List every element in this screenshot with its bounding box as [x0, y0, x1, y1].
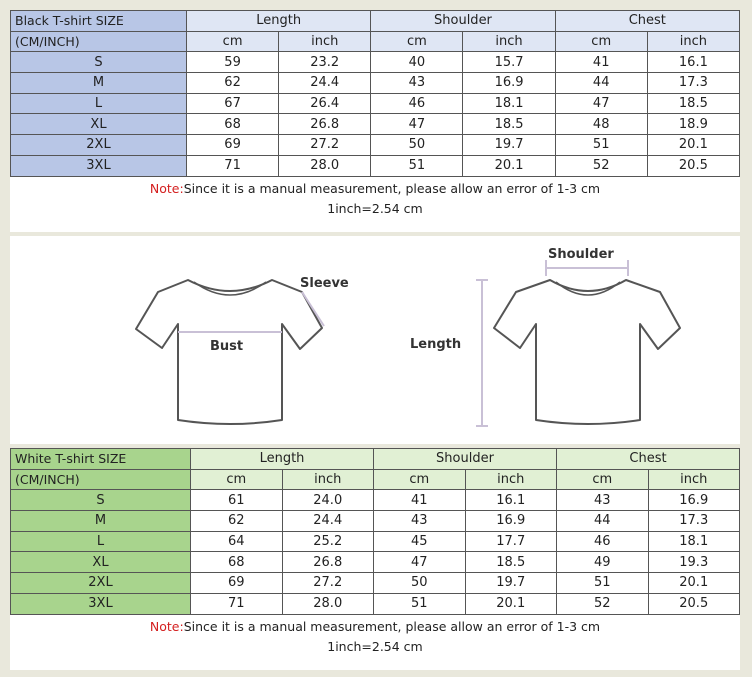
size-label: L — [11, 93, 187, 114]
white-size-table — [10, 448, 740, 615]
black-unit: cm — [555, 31, 647, 52]
size-label: 2XL — [11, 573, 191, 594]
measurement-cell: 18.5 — [463, 114, 555, 135]
black-unit: inch — [463, 31, 555, 52]
measurement-cell: 20.1 — [465, 593, 557, 614]
tshirt-diagram-svg — [10, 236, 740, 444]
measurement-cell: 51 — [555, 135, 647, 156]
size-label: 3XL — [11, 593, 191, 614]
measurement-cell: 16.1 — [647, 52, 739, 73]
size-row — [11, 511, 740, 532]
black-header-shoulder: Shoulder — [371, 11, 555, 32]
size-row — [11, 531, 740, 552]
measurement-cell: 50 — [371, 135, 463, 156]
bust-label: Bust — [210, 339, 244, 354]
measurement-cell: 17.7 — [465, 531, 557, 552]
black-unit: inch — [647, 31, 739, 52]
measurement-cell: 17.3 — [648, 511, 740, 532]
black-unit: cm — [371, 31, 463, 52]
measurement-cell: 25.2 — [282, 531, 374, 552]
black-table-subtitle: (CM/INCH) — [11, 31, 187, 52]
measurement-cell: 61 — [191, 490, 283, 511]
measurement-cell: 44 — [555, 73, 647, 94]
size-row — [11, 135, 740, 156]
measurement-cell: 19.7 — [463, 135, 555, 156]
measurement-cell: 43 — [371, 73, 463, 94]
black-conversion: 1inch=2.54 cm — [327, 200, 423, 216]
black-table-body — [11, 52, 740, 176]
white-unit: inch — [465, 469, 557, 490]
measurement-cell: 50 — [374, 573, 466, 594]
measurement-cell: 20.1 — [463, 155, 555, 176]
measurement-cell: 15.7 — [463, 52, 555, 73]
measurement-cell: 20.5 — [647, 155, 739, 176]
measurement-cell: 26.8 — [279, 114, 371, 135]
black-note-label: Note: — [149, 180, 184, 196]
measurement-cell: 28.0 — [279, 155, 371, 176]
white-size-panel — [10, 448, 740, 670]
measurement-cell: 27.2 — [282, 573, 374, 594]
size-row — [11, 573, 740, 594]
measurement-cell: 41 — [374, 490, 466, 511]
size-row — [11, 73, 740, 94]
white-header-chest: Chest — [557, 449, 740, 470]
size-row — [11, 593, 740, 614]
size-label: XL — [11, 114, 187, 135]
measurement-cell: 44 — [557, 511, 649, 532]
measurement-cell: 51 — [557, 573, 649, 594]
measurement-cell: 18.1 — [463, 93, 555, 114]
measurement-cell: 24.4 — [279, 73, 371, 94]
measurement-cell: 24.0 — [282, 490, 374, 511]
white-note-text: Since it is a manual measurement, please allow an error of 1-3 cm — [183, 618, 601, 634]
measurement-cell: 18.5 — [647, 93, 739, 114]
measurement-cell: 51 — [371, 155, 463, 176]
sleeve-label: Sleeve — [300, 276, 349, 291]
measurement-cell: 18.5 — [465, 552, 557, 573]
measurement-cell: 67 — [187, 93, 279, 114]
black-unit: cm — [187, 31, 279, 52]
sleeve-measure-line — [302, 292, 324, 326]
size-label: 3XL — [11, 155, 187, 176]
black-header-chest: Chest — [555, 11, 739, 32]
measurement-cell: 26.8 — [282, 552, 374, 573]
black-note — [10, 179, 740, 199]
measurement-cell: 62 — [191, 511, 283, 532]
measurement-cell: 40 — [371, 52, 463, 73]
measurement-cell: 62 — [187, 73, 279, 94]
black-size-table — [10, 10, 740, 177]
measurement-cell: 19.7 — [465, 573, 557, 594]
size-label: S — [11, 490, 191, 511]
measurement-cell: 16.1 — [465, 490, 557, 511]
white-unit: inch — [648, 469, 740, 490]
measurement-cell: 71 — [187, 155, 279, 176]
measurement-cell: 43 — [374, 511, 466, 532]
white-unit: cm — [557, 469, 649, 490]
measurement-cell: 69 — [187, 135, 279, 156]
white-header-shoulder: Shoulder — [374, 449, 557, 470]
measurement-cell: 24.4 — [282, 511, 374, 532]
measurement-cell: 23.2 — [279, 52, 371, 73]
black-table-title: Black T-shirt SIZE — [11, 11, 187, 32]
white-conversion: 1inch=2.54 cm — [327, 638, 423, 654]
white-unit: inch — [282, 469, 374, 490]
measurement-cell: 59 — [187, 52, 279, 73]
size-label: L — [11, 531, 191, 552]
measurement-cell: 71 — [191, 593, 283, 614]
measurement-cell: 20.1 — [647, 135, 739, 156]
measurement-cell: 68 — [187, 114, 279, 135]
measurement-cell: 52 — [557, 593, 649, 614]
size-row — [11, 52, 740, 73]
white-table-body — [11, 490, 740, 614]
measurement-cell: 18.9 — [647, 114, 739, 135]
length-label: Length — [410, 337, 462, 352]
measurement-cell: 20.5 — [648, 593, 740, 614]
size-row — [11, 155, 740, 176]
measurement-cell: 27.2 — [279, 135, 371, 156]
black-size-panel — [10, 10, 740, 232]
black-note-text: Since it is a manual measurement, please allow an error of 1-3 cm — [183, 180, 601, 196]
measurement-cell: 47 — [371, 114, 463, 135]
measurement-cell: 16.9 — [648, 490, 740, 511]
measurement-cell: 69 — [191, 573, 283, 594]
right-tshirt-outline — [494, 280, 680, 424]
white-header-length: Length — [191, 449, 374, 470]
measurement-cell: 49 — [557, 552, 649, 573]
measurement-cell: 26.4 — [279, 93, 371, 114]
measurement-cell: 20.1 — [648, 573, 740, 594]
measurement-cell: 48 — [555, 114, 647, 135]
size-label: XL — [11, 552, 191, 573]
measurement-cell: 16.9 — [465, 511, 557, 532]
size-label: M — [11, 511, 191, 532]
size-row — [11, 490, 740, 511]
measurement-cell: 47 — [555, 93, 647, 114]
measurement-cell: 41 — [555, 52, 647, 73]
size-label: 2XL — [11, 135, 187, 156]
shoulder-label: Shoulder — [548, 247, 614, 262]
measurement-cell: 51 — [374, 593, 466, 614]
measurement-cell: 16.9 — [463, 73, 555, 94]
measurement-cell: 45 — [374, 531, 466, 552]
measurement-cell: 52 — [555, 155, 647, 176]
white-note-label: Note: — [149, 618, 184, 634]
measurement-cell: 68 — [191, 552, 283, 573]
white-note — [10, 617, 740, 637]
measurement-cell: 17.3 — [647, 73, 739, 94]
black-header-length: Length — [187, 11, 371, 32]
measurement-cell: 46 — [557, 531, 649, 552]
white-table-title: White T-shirt SIZE — [11, 449, 191, 470]
measurement-cell: 43 — [557, 490, 649, 511]
size-row — [11, 114, 740, 135]
white-unit: cm — [374, 469, 466, 490]
measurement-diagram — [10, 236, 740, 444]
white-unit: cm — [191, 469, 283, 490]
measurement-cell: 19.3 — [648, 552, 740, 573]
size-row — [11, 552, 740, 573]
measurement-cell: 47 — [374, 552, 466, 573]
measurement-cell: 28.0 — [282, 593, 374, 614]
size-label: S — [11, 52, 187, 73]
size-row — [11, 93, 740, 114]
measurement-cell: 46 — [371, 93, 463, 114]
black-unit: inch — [279, 31, 371, 52]
measurement-cell: 64 — [191, 531, 283, 552]
measurement-cell: 18.1 — [648, 531, 740, 552]
white-table-subtitle: (CM/INCH) — [11, 469, 191, 490]
size-label: M — [11, 73, 187, 94]
